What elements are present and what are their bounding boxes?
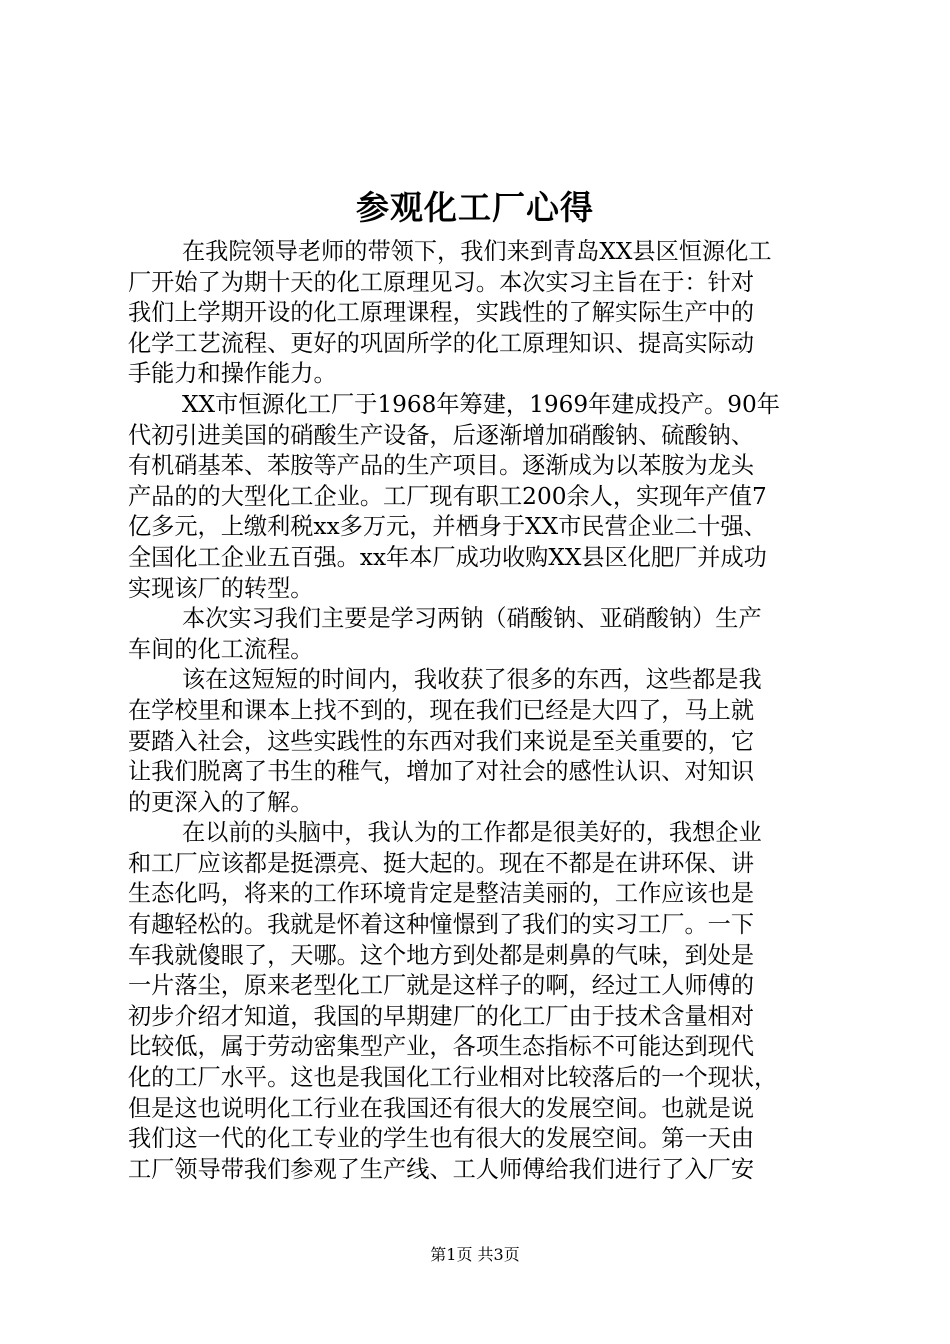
text-line: 生态化吗，将来的工作环境肯定是整洁美丽的，工作应该也是 <box>128 880 755 908</box>
text-line: 我们这一代的化工专业的学生也有很大的发展空间。第一天由 <box>128 1125 755 1153</box>
document-body <box>128 237 828 1185</box>
text-line: 手能力和操作能力。 <box>128 360 337 388</box>
text-line: 初步介绍才知道，我国的早期建厂的化工厂由于技术含量相对 <box>128 1002 755 1030</box>
text-line: 工厂领导带我们参观了生产线、工人师傅给我们进行了入厂安 <box>128 1155 755 1183</box>
text-line: XX市恒源化工厂于1968年筹建，1969年建成投产。90年 <box>182 390 780 418</box>
text-line: 车间的化工流程。 <box>128 635 314 663</box>
text-line: 有机硝基苯、苯胺等产品的生产项目。逐渐成为以苯胺为龙头 <box>128 452 755 480</box>
text-line: 化学工艺流程、更好的巩固所学的化工原理知识、提高实际动 <box>128 329 755 357</box>
text-line: 和工厂应该都是挺漂亮、挺大起的。现在不都是在讲环保、讲 <box>128 849 755 877</box>
text-line: 让我们脱离了书生的稚气，增加了对社会的感性认识、对知识 <box>128 758 755 786</box>
text-line: 在我院领导老师的带领下，我们来到青岛XX县区恒源化工 <box>182 238 772 265</box>
text-line: 在学校里和课本上找不到的，现在我们已经是大四了，马上就 <box>128 696 755 724</box>
text-line: 代初引进美国的硝酸生产设备，后逐渐增加硝酸钠、硫酸钠、 <box>128 421 755 449</box>
text-line: 产品的的大型化工企业。工厂现有职工200余人，实现年产值7 <box>128 482 767 510</box>
text-line: 比较低，属于劳动密集型产业，各项生态指标不可能达到现代 <box>128 1033 755 1061</box>
page-number-footer: 第1页 共3页 <box>430 1245 520 1264</box>
text-line: 厂开始了为期十天的化工原理见习。本次实习主旨在于：针对 <box>128 268 755 296</box>
text-line: 全国化工企业五百强。xx年本厂成功收购XX县区化肥厂并成功 <box>128 543 767 571</box>
text-line: 的更深入的了解。 <box>128 788 314 816</box>
text-line: 该在这短短的时间内，我收获了很多的东西，这些都是我 <box>182 666 762 694</box>
text-line: 有趣轻松的。我就是怀着这种憧憬到了我们的实习工厂。一下 <box>128 911 755 939</box>
text-line: 亿多元，上缴利税xx多万元，并栖身于XX市民营企业二十强、 <box>128 513 767 541</box>
text-line: 在以前的头脑中，我认为的工作都是很美好的，我想企业 <box>182 819 762 847</box>
text-line: 我们上学期开设的化工原理课程，实践性的了解实际生产中的 <box>128 299 755 327</box>
document-title: 参观化工厂心得 <box>356 188 594 227</box>
text-line: 但是这也说明化工行业在我国还有很大的发展空间。也就是说 <box>128 1094 755 1122</box>
text-line: 车我就傻眼了，天哪。这个地方到处都是刺鼻的气味，到处是 <box>128 941 755 969</box>
text-line: 本次实习我们主要是学习两钠（硝酸钠、亚硝酸钠）生产 <box>182 605 762 633</box>
text-line: 要踏入社会，这些实践性的东西对我们来说是至关重要的，它 <box>128 727 755 755</box>
text-line: 实现该厂的转型。 <box>128 574 314 602</box>
text-line: 化的工厂水平。这也是我国化工行业相对比较落后的一个现状， <box>128 1064 778 1092</box>
text-line: 一片落尘，原来老型化工厂就是这样子的啊，经过工人师傅的 <box>128 972 755 1000</box>
